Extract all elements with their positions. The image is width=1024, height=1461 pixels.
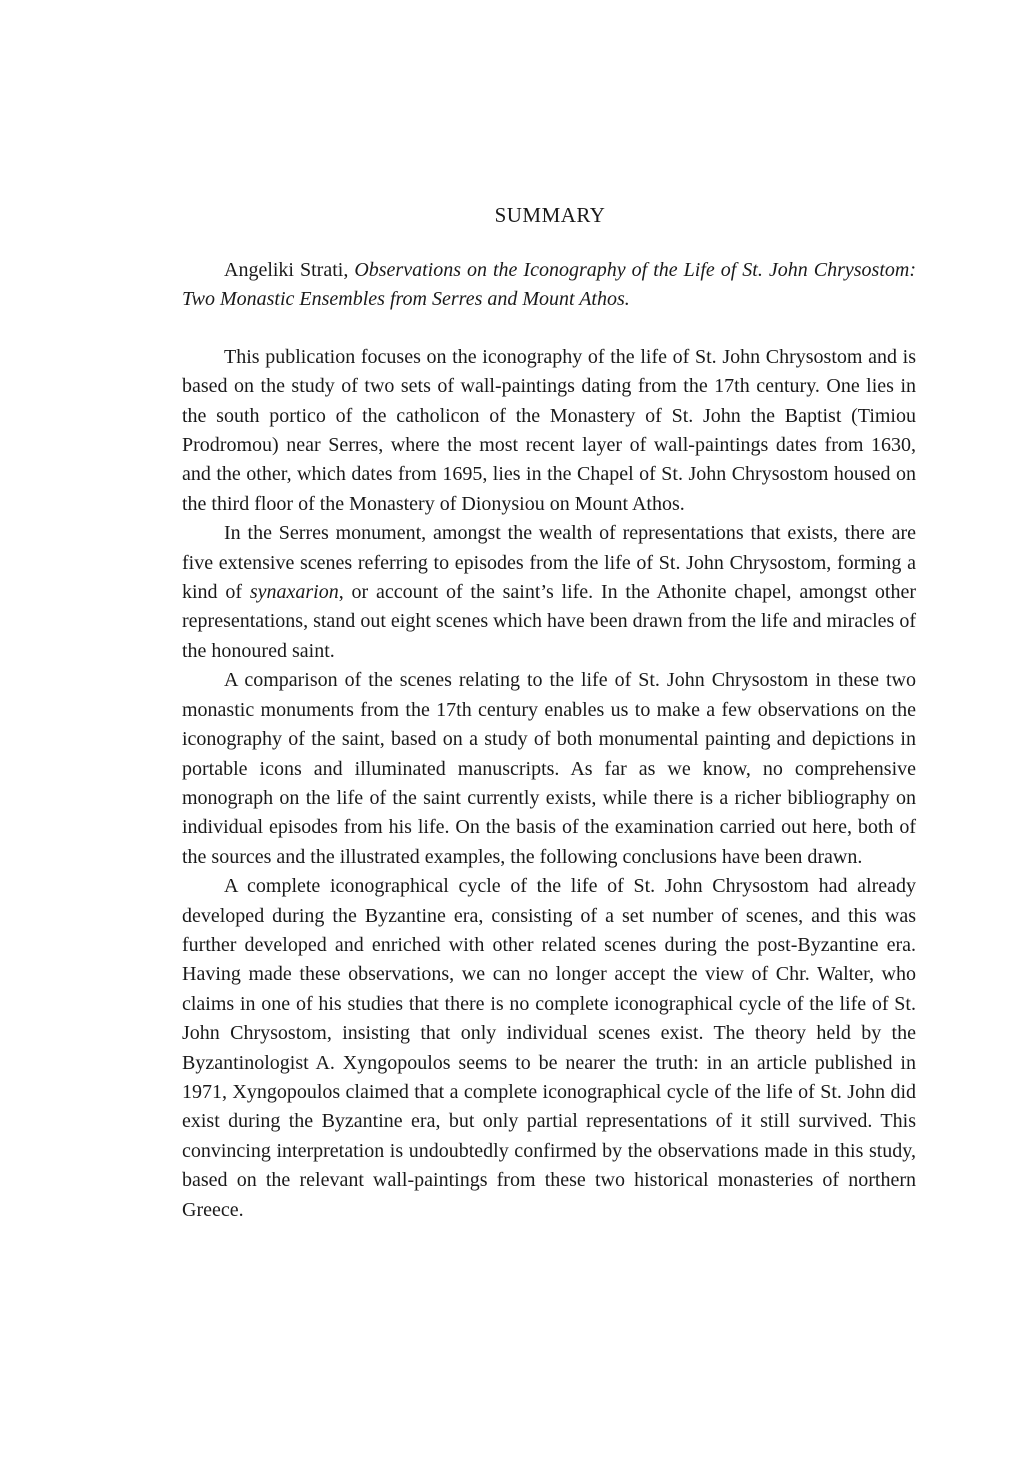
paragraph-2 <box>182 519 916 666</box>
citation-title: Observations on the Iconography of the Life of St. John Chrysostom: Two Monastic Ensembles from Serres and Mount Athos. <box>182 259 916 311</box>
paragraph-1: This publication focuses on the iconography of the life of St. John Chrysostom and is based on the study of two sets of wall-paintings dating from the 17th century. One lies in the south portico of the catholicon of the Monastery of St. John the Baptist (Timiou Prodromou) near Serres, where the most recent layer of wall-paintings dates from 1630, and the other, which dates from 1695, lies in the Chapel of St. John Chrysostom housed on the third floor of the Monastery of Dionysiou on Mount Athos. <box>182 345 916 515</box>
paragraph-3: A comparison of the scenes relating to the life of St. John Chrysostom in these two monastic monuments from the 17th century enables us to make a few observations on the iconography of the saint, based on a study of both monumental painting and depictions in portable icons and illuminated manuscripts. As far as we know, no comprehensive monograph on the life of the saint currently exists, while there is a richer bibliography on individual episodes from his life. On the basis of the examination carried out here, both of the sources and the illustrated examples, the following conclusions have been drawn. <box>182 669 916 868</box>
citation-author: Angeliki Strati, <box>224 259 355 281</box>
page-title: SUMMARY <box>494 203 606 227</box>
paragraph-2-before: In the Serres monument, amongst the wealth of representations that exists, there are five extensive scenes referring to episodes from the life of St. John Chrysostom, forming a kind of <box>182 522 916 604</box>
paragraph-2-after: , or account of the saint’s life. In the Athonite chapel, amongst other representations, stand out eight scenes which have been drawn from the life and miracles of the honoured saint. <box>182 581 916 662</box>
paragraph-4: A complete iconographical cycle of the life of St. John Chrysostom had already developed during the Byzantine era, consisting of a set number of scenes, and this was further developed and enriched with other related scenes during the post-Byzantine era. Having made these observations, we can no longer accept the view of Chr. Walter, who claims in one of his studies that there is no complete iconographical cycle of the life of St. John Chrysostom, insisting that only individual scenes exist. The theory held by the Byzantinologist A. Xyngopoulos seems to be nearer the truth: in an article published in 1971, Xyngopoulos claimed that a complete iconographical cycle of the life of St. John did exist during the Byzantine era, but only partial representations of it still survived. This convincing interpretation is undoubtedly confirmed by the observations made in this study, based on the relevant wall-paintings from these two historical monasteries of northern Greece. <box>182 875 916 1221</box>
paragraph-2-italic-term: synaxarion <box>249 581 339 604</box>
summary-body <box>182 256 916 1225</box>
citation <box>182 256 916 315</box>
